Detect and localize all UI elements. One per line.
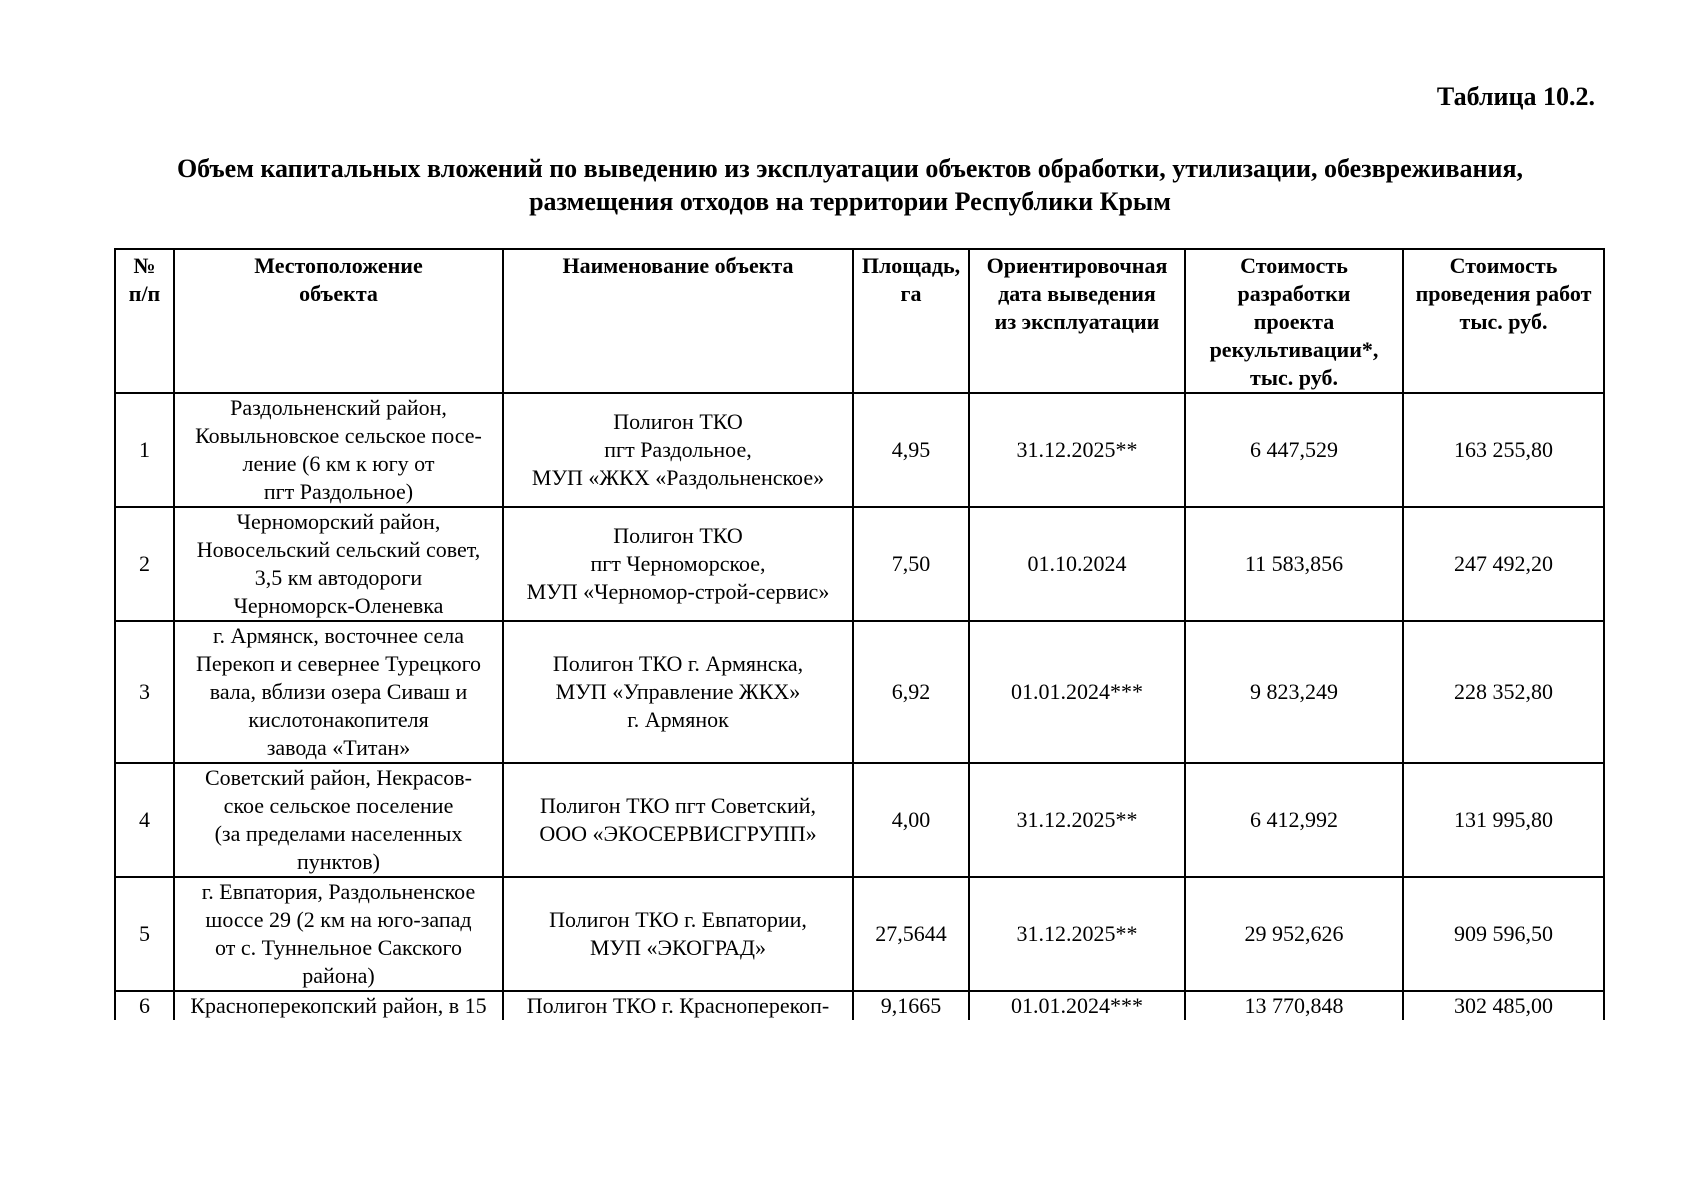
cell-text-line: Площадь,	[861, 253, 961, 278]
cell-text-line: Ориентировочная	[986, 253, 1168, 278]
document-title	[100, 152, 1600, 218]
cell-date: 01.10.2024	[969, 507, 1185, 621]
cell-text-line: Стоимость	[1240, 253, 1348, 278]
cell-object-name	[503, 393, 853, 507]
cell-location	[174, 621, 503, 763]
cell-text-line: Советский район, Некрасов-	[205, 765, 472, 790]
cell-text-line: пгт Раздольное)	[263, 479, 414, 504]
cell-works-cost: 228 352,80	[1403, 621, 1604, 763]
header-row	[115, 249, 1604, 393]
cell-text-line: пунктов)	[297, 849, 380, 874]
cell-text-line: Полигон ТКО	[613, 523, 743, 548]
cell-text-line: тыс. руб.	[1459, 309, 1548, 334]
cell-text-line: Местоположение	[254, 253, 423, 278]
header-location	[174, 249, 503, 393]
cell-date: 01.01.2024***	[969, 991, 1185, 1020]
header-works-cost	[1403, 249, 1604, 393]
cell-text-line: Полигон ТКО г. Красноперекоп-	[526, 993, 830, 1018]
cell-text-line: (за пределами населенных	[214, 821, 463, 846]
table-row	[115, 507, 1604, 621]
cell-area: 4,00	[853, 763, 969, 877]
cell-location	[174, 763, 503, 877]
header-num	[115, 249, 174, 393]
cell-text-line: МУП «Черномор-строй-сервис»	[526, 579, 830, 604]
cell-text-line: пгт Черноморское,	[590, 551, 766, 576]
cell-text-line: ООО «ЭКОСЕРВИСГРУПП»	[539, 821, 817, 846]
cell-project-cost: 11 583,856	[1185, 507, 1403, 621]
cell-object-name	[503, 763, 853, 877]
cell-text-line: проведения работ	[1415, 281, 1592, 306]
cell-text-line: №	[133, 253, 156, 278]
cell-text-line: г. Армянск, восточнее села	[212, 623, 465, 648]
cell-text-line: шоссе 29 (2 км на юго-запад	[205, 907, 472, 932]
cell-num: 2	[115, 507, 174, 621]
cell-text-line: Полигон ТКО г. Армянска,	[552, 651, 804, 676]
cell-text-line: из эксплуатации	[994, 309, 1160, 334]
title-line-1: Объем капитальных вложений по выведению из эксплуатации объектов обработки, утилизации, обезвреживания,	[176, 154, 1524, 183]
header-area	[853, 249, 969, 393]
cell-area: 4,95	[853, 393, 969, 507]
cell-text-line: Ковыльновское сельское посе-	[195, 423, 482, 448]
cell-num: 1	[115, 393, 174, 507]
table-row	[115, 877, 1604, 991]
table-row	[115, 763, 1604, 877]
cell-object-name	[503, 507, 853, 621]
cell-text-line: ление (6 км к югу от	[242, 451, 435, 476]
cell-object-name	[503, 991, 853, 1020]
cell-text-line: района)	[302, 963, 375, 988]
cell-text-line: Черноморский район,	[236, 509, 441, 534]
cell-text-line: МУП «Управление ЖКХ»	[555, 679, 801, 704]
cell-text-line: Раздольненский район,	[230, 395, 447, 420]
cell-project-cost: 6 447,529	[1185, 393, 1403, 507]
cell-area: 7,50	[853, 507, 969, 621]
cell-date: 31.12.2025**	[969, 763, 1185, 877]
cell-text-line: тыс. руб.	[1250, 365, 1338, 390]
cell-text-line: вала, вблизи озера Сиваш и	[209, 679, 468, 704]
cell-area: 6,92	[853, 621, 969, 763]
cell-text-line: Полигон ТКО г. Евпатории,	[549, 907, 807, 932]
cell-location	[174, 393, 503, 507]
cell-text-line: ское сельское поселение	[223, 793, 454, 818]
cell-location	[174, 991, 503, 1020]
cell-works-cost: 302 485,00	[1403, 991, 1604, 1020]
cell-text-line: МУП «ЭКОГРАД»	[589, 935, 767, 960]
cell-date: 01.01.2024***	[969, 621, 1185, 763]
cell-project-cost: 13 770,848	[1185, 991, 1403, 1020]
cell-works-cost: 909 596,50	[1403, 877, 1604, 991]
cell-text-line: Красноперекопский район, в 15	[190, 993, 487, 1018]
cell-object-name	[503, 621, 853, 763]
cell-text-line: Стоимость	[1449, 253, 1558, 278]
cell-text-line: Новосельский сельский совет,	[196, 537, 481, 562]
header-project-cost	[1185, 249, 1403, 393]
cell-date: 31.12.2025**	[969, 393, 1185, 507]
cell-date: 31.12.2025**	[969, 877, 1185, 991]
cell-text-line: дата выведения	[998, 281, 1156, 306]
cell-text-line: завода «Титан»	[266, 735, 411, 760]
cell-text-line: 3,5 км автодороги	[254, 565, 423, 590]
header-date	[969, 249, 1185, 393]
table-number: Таблица 10.2.	[1436, 82, 1595, 111]
cell-project-cost: 6 412,992	[1185, 763, 1403, 877]
cell-text-line: объекта	[299, 281, 378, 306]
title-line-2: размещения отходов на территории Республики Крым	[529, 187, 1171, 216]
cell-text-line: разработки	[1237, 281, 1351, 306]
cell-works-cost: 163 255,80	[1403, 393, 1604, 507]
cell-text-line: г. Евпатория, Раздольненское	[201, 879, 476, 904]
cell-works-cost: 131 995,80	[1403, 763, 1604, 877]
cell-text-line: п/п	[128, 281, 161, 306]
cell-text-line: Черноморск-Оленевка	[233, 593, 444, 618]
cell-text-line: г. Армянок	[627, 707, 729, 732]
cell-num: 6	[115, 991, 174, 1020]
cell-text-line: Полигон ТКО	[613, 409, 743, 434]
cell-num: 5	[115, 877, 174, 991]
cell-text-line: рекультивации*,	[1209, 337, 1379, 362]
cell-project-cost: 29 952,626	[1185, 877, 1403, 991]
cell-text-line: га	[900, 281, 922, 306]
cell-text-line: проекта	[1253, 309, 1335, 334]
cell-area: 27,5644	[853, 877, 969, 991]
table-row	[115, 991, 1604, 1020]
cell-object-name	[503, 877, 853, 991]
cell-text-line: Полигон ТКО пгт Советский,	[539, 793, 817, 818]
cell-works-cost: 247 492,20	[1403, 507, 1604, 621]
cell-text-line: Перекоп и севернее Турецкого	[195, 651, 482, 676]
cell-location	[174, 877, 503, 991]
table-row	[115, 621, 1604, 763]
cell-project-cost: 9 823,249	[1185, 621, 1403, 763]
cell-text-line: от с. Туннельное Сакского	[215, 935, 462, 960]
cell-num: 3	[115, 621, 174, 763]
cell-location	[174, 507, 503, 621]
cell-text-line: пгт Раздольное,	[604, 437, 752, 462]
cell-text-line: МУП «ЖКХ «Раздольненское»	[531, 465, 825, 490]
cell-num: 4	[115, 763, 174, 877]
cell-text-line: Наименование объекта	[562, 253, 794, 278]
investment-table	[114, 248, 1605, 1020]
table-row	[115, 393, 1604, 507]
header-name	[503, 249, 853, 393]
cell-text-line: кислотонакопителя	[248, 707, 429, 732]
cell-area: 9,1665	[853, 991, 969, 1020]
